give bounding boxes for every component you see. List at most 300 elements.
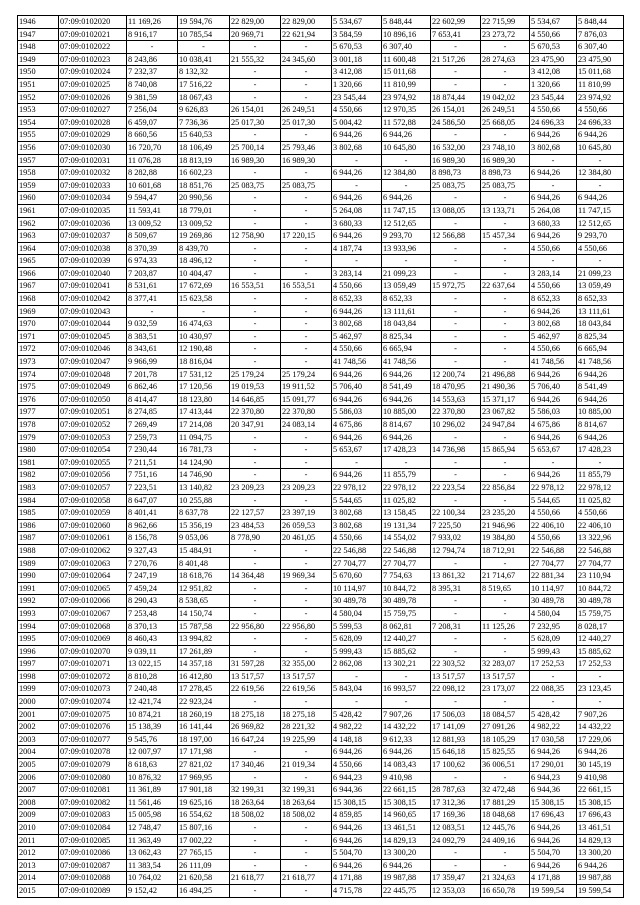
value-cell: 6 944,26 — [332, 305, 382, 318]
value-cell: 9 039,11 — [127, 645, 178, 658]
row-number-cell: 2001 — [18, 708, 59, 721]
cadastral-number-cell: 07:09:0102024 — [59, 66, 127, 79]
value-cell: 25 179,24 — [230, 368, 281, 381]
value-cell: 8 509,67 — [127, 230, 178, 243]
value-cell: 24 345,60 — [281, 53, 332, 66]
row-number-cell: 1982 — [18, 469, 59, 482]
value-cell: 7 907,26 — [382, 708, 431, 721]
value-cell: 21 618,77 — [281, 872, 332, 885]
cadastral-number-cell: 07:09:0102069 — [59, 633, 127, 646]
value-cell: - — [230, 822, 281, 835]
value-cell: 24 092,79 — [431, 834, 481, 847]
value-cell: 25 083,75 — [481, 179, 530, 192]
value-cell: - — [281, 318, 332, 331]
value-cell: 15 138,39 — [127, 721, 178, 734]
cadastral-number-cell: 07:09:0102021 — [59, 28, 127, 41]
value-cell: 7 208,31 — [431, 620, 481, 633]
table-row — [18, 444, 624, 457]
value-cell: 9 594,47 — [127, 192, 178, 205]
value-cell: 13 302,21 — [382, 658, 431, 671]
cadastral-value-table — [17, 15, 624, 898]
value-cell: - — [382, 154, 431, 167]
row-number-cell: 1980 — [18, 444, 59, 457]
value-cell: 10 645,80 — [382, 141, 431, 154]
value-cell: 16 647,24 — [230, 733, 281, 746]
value-cell: - — [230, 41, 281, 54]
value-cell: - — [230, 255, 281, 268]
value-cell: - — [431, 192, 481, 205]
value-cell: 6 944,26 — [332, 129, 382, 142]
value-cell: 6 944,26 — [577, 746, 624, 759]
value-cell: 11 169,26 — [127, 16, 178, 29]
value-cell: 6 944,26 — [382, 393, 431, 406]
value-cell: 3 802,68 — [530, 141, 577, 154]
value-cell: - — [481, 595, 530, 608]
value-cell: 13 009,52 — [178, 217, 230, 230]
cadastral-number-cell: 07:09:0102065 — [59, 582, 127, 595]
value-cell: 15 623,58 — [178, 293, 230, 306]
value-cell: 8 652,33 — [332, 293, 382, 306]
value-cell: 17 428,23 — [382, 444, 431, 457]
value-cell: - — [481, 293, 530, 306]
value-cell: 4 550,66 — [530, 280, 577, 293]
value-cell: 17 290,01 — [530, 759, 577, 772]
row-number-cell: 1998 — [18, 670, 59, 683]
value-cell: - — [281, 847, 332, 860]
value-cell: 5 004,42 — [332, 116, 382, 129]
value-cell: 18 106,49 — [178, 141, 230, 154]
cadastral-number-cell: 07:09:0102031 — [59, 154, 127, 167]
value-cell: 12 190,48 — [178, 343, 230, 356]
value-cell: 21 946,96 — [481, 519, 530, 532]
value-cell: 11 561,46 — [127, 796, 178, 809]
value-cell: - — [230, 847, 281, 860]
value-cell: 22 370,80 — [281, 406, 332, 419]
value-cell: 16 781,73 — [178, 444, 230, 457]
table-row — [18, 129, 624, 142]
value-cell: 18 496,12 — [178, 255, 230, 268]
table-row — [18, 494, 624, 507]
value-cell: 8 156,78 — [127, 532, 178, 545]
value-cell: 10 114,97 — [332, 582, 382, 595]
cadastral-number-cell: 07:09:0102039 — [59, 255, 127, 268]
value-cell: 23 173,07 — [481, 683, 530, 696]
row-number-cell: 2010 — [18, 822, 59, 835]
value-cell: 13 133,71 — [481, 204, 530, 217]
table-row — [18, 192, 624, 205]
value-cell: - — [230, 330, 281, 343]
value-cell: 4 550,66 — [530, 343, 577, 356]
value-cell: 23 209,23 — [230, 481, 281, 494]
value-cell: 24 083,14 — [281, 419, 332, 432]
value-cell: 5 706,40 — [530, 381, 577, 394]
value-cell: 17 359,47 — [431, 872, 481, 885]
value-cell: 5 599,53 — [332, 620, 382, 633]
value-cell: 16 989,30 — [431, 154, 481, 167]
value-cell: 17 030,58 — [530, 733, 577, 746]
cadastral-number-cell: 07:09:0102089 — [59, 884, 127, 897]
value-cell: 18 470,95 — [431, 381, 481, 394]
value-cell: 22 223,54 — [431, 481, 481, 494]
row-number-cell: 1966 — [18, 267, 59, 280]
value-cell: 13 461,51 — [577, 822, 624, 835]
value-cell: - — [230, 544, 281, 557]
cadastral-number-cell: 07:09:0102058 — [59, 494, 127, 507]
table-row — [18, 784, 624, 797]
value-cell: 30 489,78 — [530, 595, 577, 608]
value-cell: 17 506,03 — [431, 708, 481, 721]
value-cell: 19 969,34 — [281, 570, 332, 583]
row-number-cell: 1977 — [18, 406, 59, 419]
table-body — [18, 16, 624, 898]
value-cell: 19 269,86 — [178, 230, 230, 243]
cadastral-number-cell: 07:09:0102071 — [59, 658, 127, 671]
value-cell: 8 460,43 — [127, 633, 178, 646]
value-cell: 6 307,40 — [382, 41, 431, 54]
value-cell: 22 829,00 — [230, 16, 281, 29]
cadastral-number-cell: 07:09:0102082 — [59, 796, 127, 809]
value-cell: 6 944,26 — [332, 822, 382, 835]
value-cell: 11 094,75 — [178, 431, 230, 444]
value-cell: - — [481, 633, 530, 646]
value-cell: 8 962,66 — [127, 519, 178, 532]
value-cell: 18 105,29 — [481, 733, 530, 746]
table-row — [18, 217, 624, 230]
value-cell: 22 370,80 — [431, 406, 481, 419]
value-cell: 4 187,74 — [332, 242, 382, 255]
value-cell: 5 534,67 — [332, 16, 382, 29]
value-cell: 5 653,67 — [530, 444, 577, 457]
value-cell: 17 171,98 — [178, 746, 230, 759]
value-cell: - — [481, 847, 530, 860]
table-row — [18, 53, 624, 66]
value-cell: 17 340,46 — [230, 759, 281, 772]
row-number-cell: 1983 — [18, 481, 59, 494]
cadastral-number-cell: 07:09:0102040 — [59, 267, 127, 280]
value-cell: 17 229,06 — [577, 733, 624, 746]
row-number-cell: 2011 — [18, 834, 59, 847]
value-cell: 6 944,26 — [530, 393, 577, 406]
value-cell: 19 131,34 — [382, 519, 431, 532]
row-number-cell: 2003 — [18, 733, 59, 746]
value-cell: 3 584,59 — [332, 28, 382, 41]
value-cell: 6 944,26 — [530, 834, 577, 847]
value-cell: 5 670,53 — [332, 41, 382, 54]
table-row — [18, 318, 624, 331]
cadastral-number-cell: 07:09:0102064 — [59, 570, 127, 583]
value-cell: - — [281, 343, 332, 356]
cadastral-number-cell: 07:09:0102081 — [59, 784, 127, 797]
table-row — [18, 419, 624, 432]
cadastral-number-cell: 07:09:0102052 — [59, 419, 127, 432]
row-number-cell: 1970 — [18, 318, 59, 331]
value-cell: 12 512,65 — [577, 217, 624, 230]
value-cell: - — [230, 204, 281, 217]
value-cell: 16 989,30 — [481, 154, 530, 167]
value-cell: 22 370,80 — [230, 406, 281, 419]
value-cell: - — [281, 431, 332, 444]
row-number-cell: 1968 — [18, 293, 59, 306]
value-cell: - — [281, 267, 332, 280]
cadastral-number-cell: 07:09:0102041 — [59, 280, 127, 293]
value-cell: 4 982,22 — [530, 721, 577, 734]
table-row — [18, 582, 624, 595]
value-cell: 4 715,78 — [332, 884, 382, 897]
value-cell: 22 619,56 — [281, 683, 332, 696]
value-cell: - — [230, 834, 281, 847]
value-cell: 15 640,53 — [178, 129, 230, 142]
value-cell: 15 646,18 — [431, 746, 481, 759]
value-cell: 7 876,03 — [577, 28, 624, 41]
cadastral-number-cell: 07:09:0102028 — [59, 116, 127, 129]
value-cell: 12 007,97 — [127, 746, 178, 759]
table-row — [18, 242, 624, 255]
value-cell: 16 602,23 — [178, 167, 230, 180]
value-cell: 6 944,23 — [332, 771, 382, 784]
value-cell: 15 011,68 — [577, 66, 624, 79]
value-cell: 12 384,80 — [382, 167, 431, 180]
table-row — [18, 179, 624, 192]
value-cell: 25 668,05 — [481, 116, 530, 129]
value-cell: 8 825,34 — [577, 330, 624, 343]
value-cell: 22 978,12 — [530, 481, 577, 494]
value-cell: 15 787,58 — [178, 620, 230, 633]
value-cell: 36 006,51 — [481, 759, 530, 772]
value-cell: - — [431, 771, 481, 784]
value-cell: - — [431, 494, 481, 507]
value-cell: 16 554,62 — [178, 809, 230, 822]
value-cell: 13 111,61 — [577, 305, 624, 318]
value-cell: - — [577, 255, 624, 268]
row-number-cell: 2008 — [18, 796, 59, 809]
value-cell: 12 794,74 — [431, 544, 481, 557]
cadastral-number-cell: 07:09:0102022 — [59, 41, 127, 54]
value-cell: 22 127,57 — [230, 507, 281, 520]
value-cell: 8 370,13 — [127, 620, 178, 633]
value-cell: 18 043,84 — [577, 318, 624, 331]
value-cell: - — [281, 293, 332, 306]
value-cell: 17 220,15 — [281, 230, 332, 243]
value-cell: 9 966,99 — [127, 356, 178, 369]
value-cell: 17 214,08 — [178, 419, 230, 432]
value-cell: - — [281, 305, 332, 318]
value-cell: 8 652,33 — [577, 293, 624, 306]
value-cell: - — [431, 645, 481, 658]
value-cell: - — [481, 255, 530, 268]
value-cell: - — [431, 859, 481, 872]
row-number-cell: 1973 — [18, 356, 59, 369]
value-cell: 4 550,66 — [530, 28, 577, 41]
value-cell: 6 944,26 — [332, 368, 382, 381]
value-cell: 18 084,57 — [481, 708, 530, 721]
value-cell: 19 599,54 — [530, 884, 577, 897]
value-cell: - — [230, 696, 281, 709]
value-cell: 9 327,43 — [127, 544, 178, 557]
value-cell: 16 989,30 — [230, 154, 281, 167]
value-cell: 5 848,44 — [577, 16, 624, 29]
value-cell: 17 696,43 — [530, 809, 577, 822]
value-cell: 23 235,20 — [481, 507, 530, 520]
value-cell: 19 599,54 — [577, 884, 624, 897]
value-cell: 22 715,99 — [481, 16, 530, 29]
value-cell: - — [481, 41, 530, 54]
value-cell: - — [127, 41, 178, 54]
value-cell: 5 264,08 — [332, 204, 382, 217]
value-cell: - — [281, 167, 332, 180]
value-cell: 15 759,75 — [577, 607, 624, 620]
value-cell: 17 428,23 — [577, 444, 624, 457]
value-cell: - — [281, 771, 332, 784]
value-cell: 12 566,88 — [431, 230, 481, 243]
row-number-cell: 1952 — [18, 91, 59, 104]
row-number-cell: 2007 — [18, 784, 59, 797]
table-row — [18, 733, 624, 746]
table-row — [18, 280, 624, 293]
row-number-cell: 2000 — [18, 696, 59, 709]
value-cell: 27 821,02 — [178, 759, 230, 772]
value-cell: 18 779,01 — [178, 204, 230, 217]
value-cell: 10 038,41 — [178, 53, 230, 66]
value-cell: 5 706,40 — [332, 381, 382, 394]
table-row — [18, 847, 624, 860]
value-cell: 17 312,36 — [431, 796, 481, 809]
value-cell: 4 675,86 — [332, 419, 382, 432]
value-cell: 22 856,84 — [481, 481, 530, 494]
row-number-cell: 1991 — [18, 582, 59, 595]
value-cell: 10 601,68 — [127, 179, 178, 192]
value-cell: 15 005,98 — [127, 809, 178, 822]
table-row — [18, 356, 624, 369]
value-cell: - — [230, 431, 281, 444]
value-cell: 18 508,02 — [281, 809, 332, 822]
cadastral-number-cell: 07:09:0102049 — [59, 381, 127, 394]
value-cell: 17 261,89 — [178, 645, 230, 658]
value-cell: - — [230, 267, 281, 280]
value-cell: 18 275,18 — [281, 708, 332, 721]
value-cell: 23 545,44 — [530, 91, 577, 104]
row-number-cell: 1996 — [18, 645, 59, 658]
value-cell: - — [281, 834, 332, 847]
value-cell: 6 944,26 — [332, 859, 382, 872]
value-cell: 5 428,42 — [332, 708, 382, 721]
value-cell: 7 933,02 — [431, 532, 481, 545]
value-cell: 32 199,31 — [281, 784, 332, 797]
value-cell: 4 550,66 — [530, 242, 577, 255]
value-cell: 22 881,34 — [530, 570, 577, 583]
value-cell: 28 221,32 — [281, 721, 332, 734]
value-cell: 14 150,74 — [178, 607, 230, 620]
value-cell: 15 865,94 — [481, 444, 530, 457]
value-cell: 9 053,06 — [178, 532, 230, 545]
cadastral-number-cell: 07:09:0102051 — [59, 406, 127, 419]
value-cell: 8 531,61 — [127, 280, 178, 293]
value-cell: - — [230, 645, 281, 658]
cadastral-number-cell: 07:09:0102062 — [59, 544, 127, 557]
cadastral-number-cell: 07:09:0102059 — [59, 507, 127, 520]
value-cell: - — [431, 343, 481, 356]
value-cell: 22 829,00 — [281, 16, 332, 29]
value-cell: 25 700,14 — [230, 141, 281, 154]
value-cell: 7 907,26 — [577, 708, 624, 721]
row-number-cell: 2014 — [18, 872, 59, 885]
value-cell: 4 550,66 — [530, 532, 577, 545]
value-cell: 14 357,18 — [178, 658, 230, 671]
value-cell: - — [382, 670, 431, 683]
value-cell: 22 602,99 — [431, 16, 481, 29]
value-cell: 18 263,64 — [230, 796, 281, 809]
value-cell: 10 255,88 — [178, 494, 230, 507]
cadastral-number-cell: 07:09:0102023 — [59, 53, 127, 66]
table-row — [18, 809, 624, 822]
value-cell: 6 944,26 — [332, 469, 382, 482]
value-cell: - — [431, 456, 481, 469]
table-row — [18, 28, 624, 41]
table-row — [18, 204, 624, 217]
value-cell: 12 083,51 — [431, 822, 481, 835]
value-cell: - — [577, 179, 624, 192]
value-cell: 8 660,56 — [127, 129, 178, 142]
value-cell: 15 807,16 — [178, 822, 230, 835]
cadastral-number-cell: 07:09:0102033 — [59, 179, 127, 192]
row-number-cell: 1948 — [18, 41, 59, 54]
value-cell: 14 554,02 — [382, 532, 431, 545]
value-cell: 15 371,17 — [481, 393, 530, 406]
value-cell: 8 637,78 — [178, 507, 230, 520]
value-cell: 19 042,02 — [481, 91, 530, 104]
value-cell: - — [332, 670, 382, 683]
value-cell: 5 628,09 — [530, 633, 577, 646]
value-cell: 6 944,26 — [530, 746, 577, 759]
value-cell: - — [332, 179, 382, 192]
value-cell: 4 550,66 — [332, 759, 382, 772]
value-cell: 12 353,03 — [431, 884, 481, 897]
table-row — [18, 104, 624, 117]
cadastral-number-cell: 07:09:0102079 — [59, 759, 127, 772]
value-cell: 14 432,22 — [382, 721, 431, 734]
value-cell: 12 200,74 — [431, 368, 481, 381]
value-cell: - — [431, 217, 481, 230]
value-cell: 7 736,36 — [178, 116, 230, 129]
cadastral-number-cell: 07:09:0102087 — [59, 859, 127, 872]
table-row — [18, 834, 624, 847]
table-row — [18, 154, 624, 167]
table-row — [18, 267, 624, 280]
value-cell: 9 152,42 — [127, 884, 178, 897]
cadastral-number-cell: 07:09:0102067 — [59, 607, 127, 620]
value-cell: 41 748,56 — [530, 356, 577, 369]
cadastral-number-cell: 07:09:0102076 — [59, 721, 127, 734]
value-cell: 1 320,66 — [530, 78, 577, 91]
value-cell: 28 274,63 — [481, 53, 530, 66]
value-cell: 13 517,57 — [481, 670, 530, 683]
row-number-cell: 1972 — [18, 343, 59, 356]
value-cell: - — [230, 494, 281, 507]
value-cell: 13 059,49 — [577, 280, 624, 293]
value-cell: - — [481, 267, 530, 280]
value-cell: 26 249,51 — [481, 104, 530, 117]
value-cell: 13 022,15 — [127, 658, 178, 671]
row-number-cell: 1975 — [18, 381, 59, 394]
value-cell: 10 764,02 — [127, 872, 178, 885]
value-cell: 4 171,88 — [332, 872, 382, 885]
cadastral-number-cell: 07:09:0102083 — [59, 809, 127, 822]
value-cell: 7 459,24 — [127, 582, 178, 595]
value-cell: 8 810,28 — [127, 670, 178, 683]
value-cell: 17 672,69 — [178, 280, 230, 293]
value-cell: - — [281, 494, 332, 507]
value-cell: 18 067,43 — [178, 91, 230, 104]
table-row — [18, 859, 624, 872]
